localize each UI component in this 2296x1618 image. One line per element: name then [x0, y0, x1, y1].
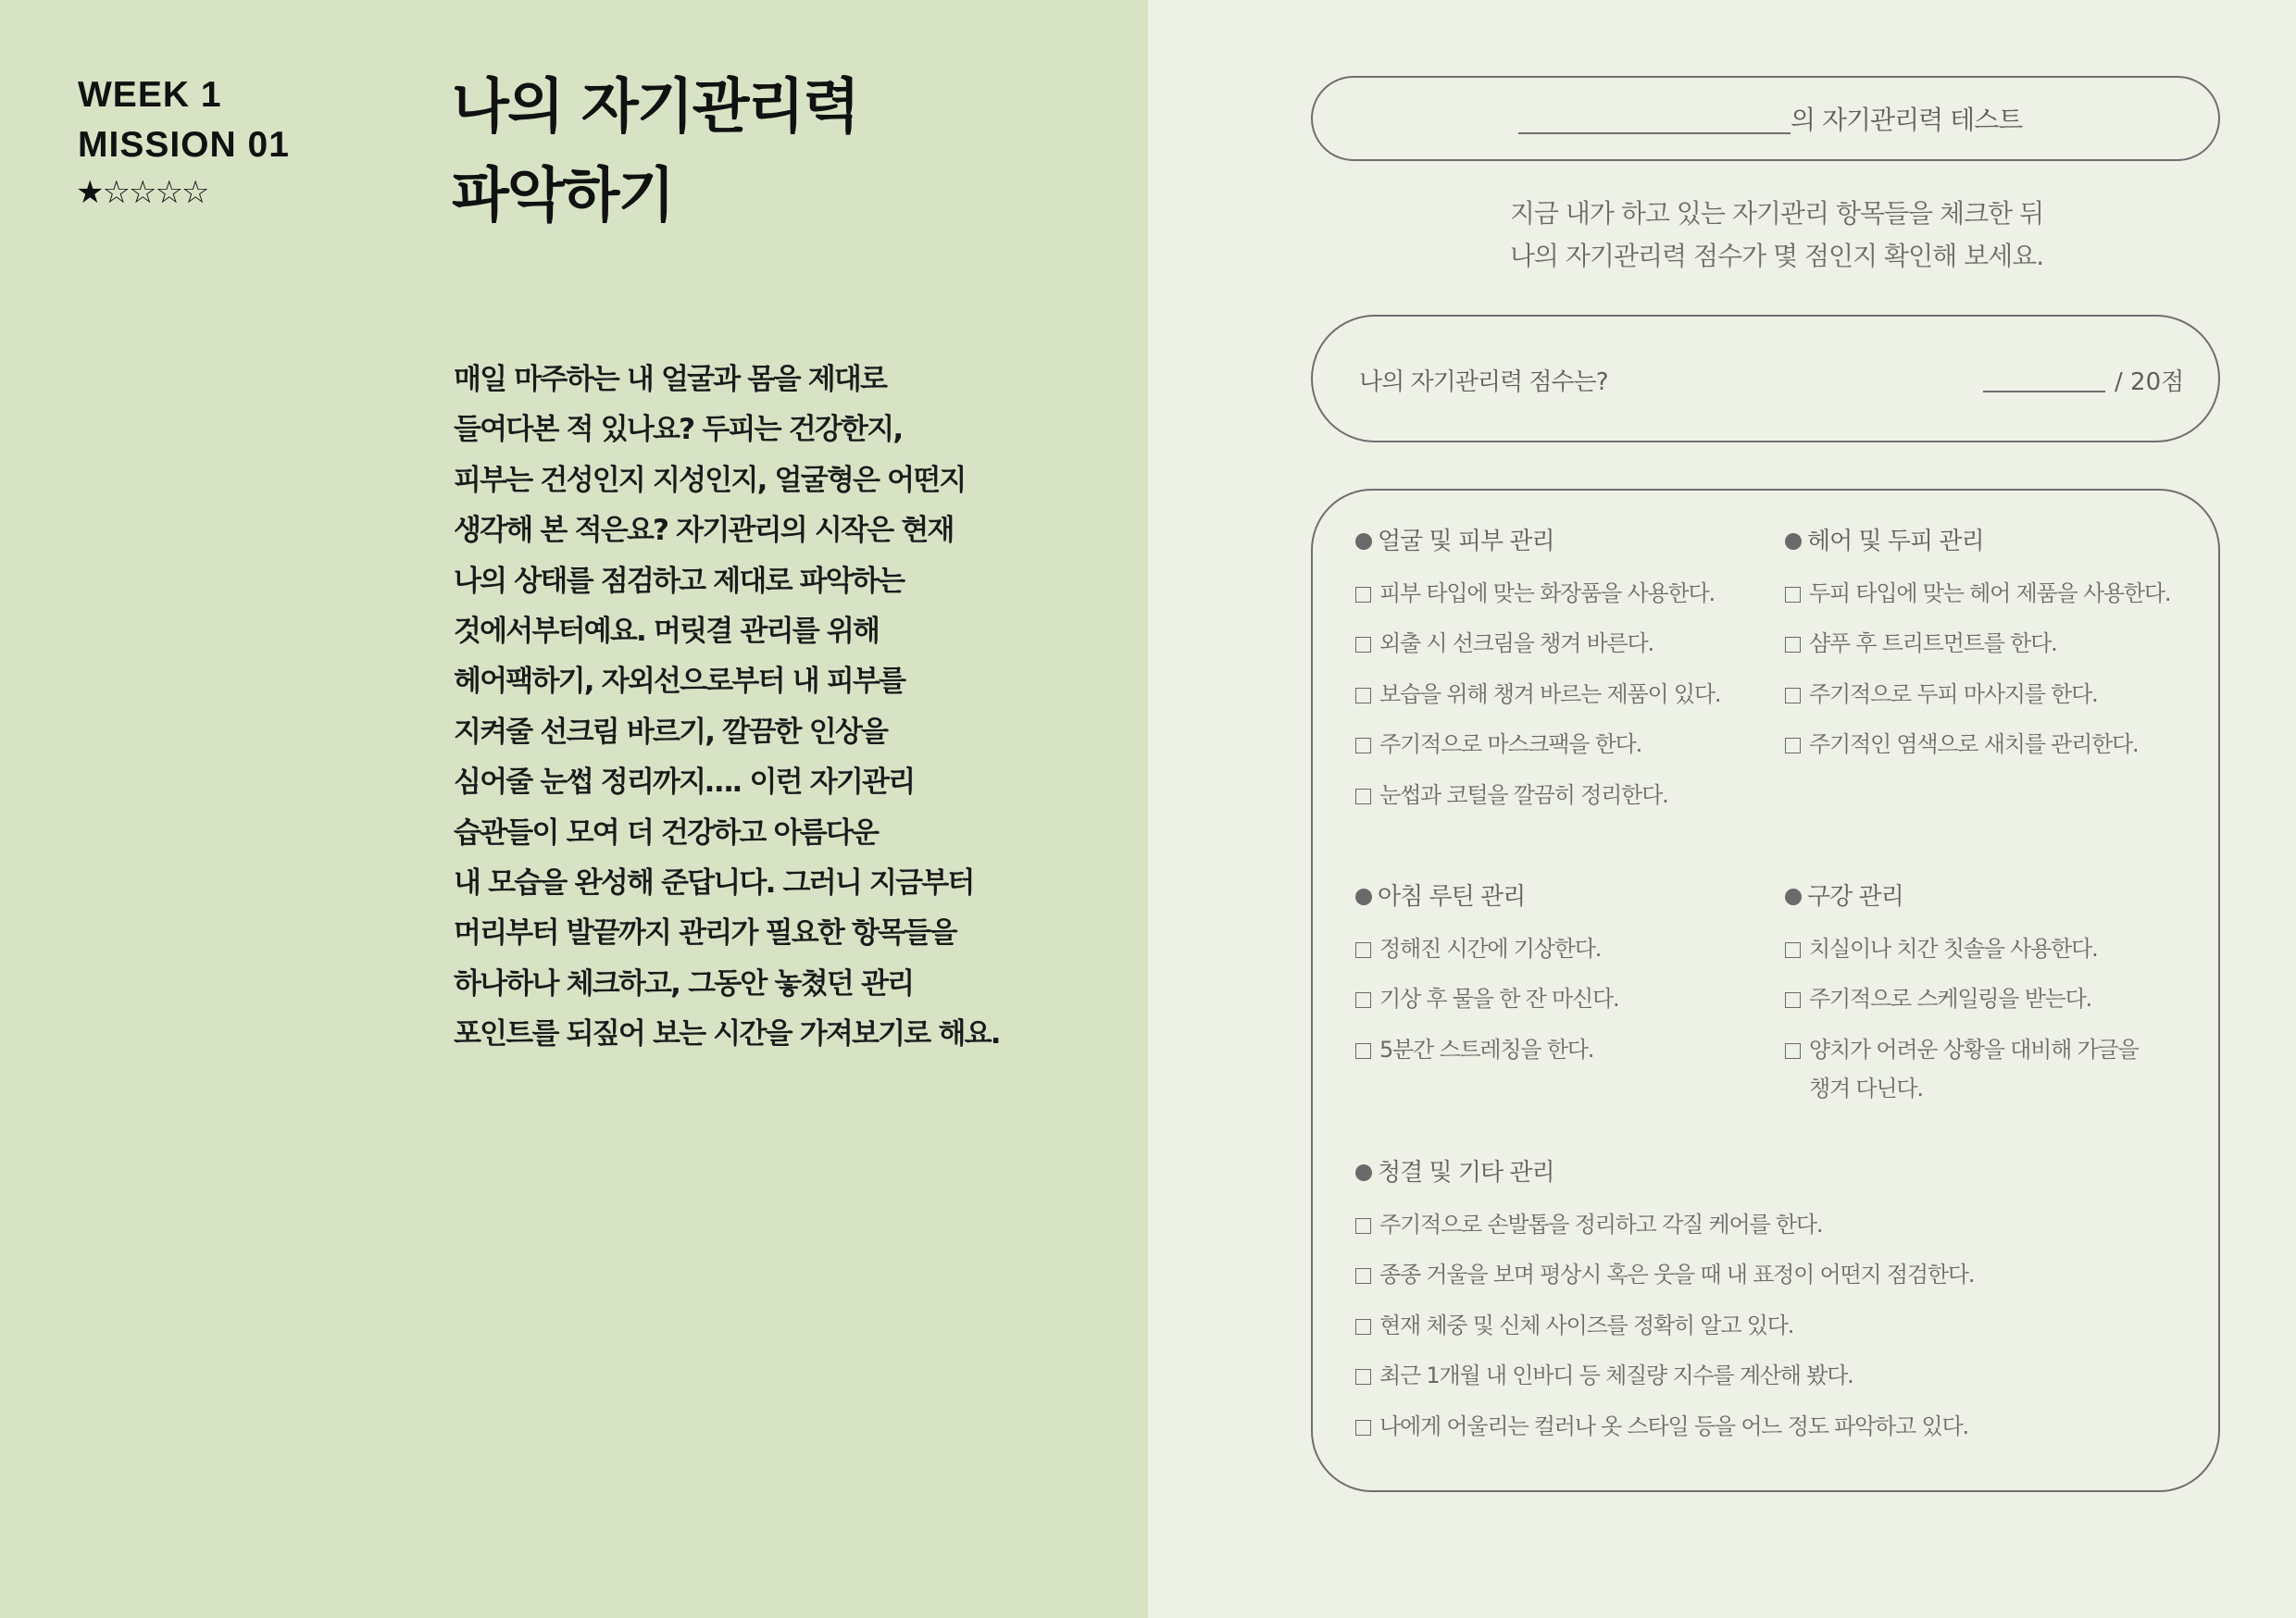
checklist-item[interactable] [1785, 719, 2229, 769]
checklist-item[interactable] [1355, 719, 1800, 769]
score-label: 나의 자기관리력 점수는? [1359, 368, 1608, 396]
title-line-1: 나의 자기관리력 [452, 73, 859, 142]
body-line: 지켜줄 선크림 바르기, 깔끔한 인상을 [454, 715, 888, 749]
test-title: 의 자기관리력 테스트 [1791, 105, 2023, 135]
name-blank-line[interactable] [1518, 132, 1791, 134]
checklist-item-text: 치실이나 치간 칫솔을 사용한다. [1809, 936, 2098, 962]
checklist-item-text: 보습을 위해 챙겨 바르는 제품이 있다. [1379, 680, 1721, 707]
checklist-box [1311, 489, 2220, 1492]
checklist-item[interactable] [1355, 1025, 1800, 1075]
category-face-skin [1355, 515, 1800, 820]
checkbox-icon[interactable] [1785, 942, 1801, 958]
checkbox-icon[interactable] [1355, 1268, 1371, 1284]
body-line: 심어줄 눈썹 정리까지…. 이런 자기관리 [454, 765, 915, 800]
category-hair-scalp [1785, 515, 2229, 770]
checklist-item-text: 주기적으로 손발톱을 정리하고 각질 케어를 한다. [1379, 1212, 1823, 1238]
body-line: 생각해 본 적은요? 자기관리의 시작은 현재 [454, 514, 954, 548]
category-title [1355, 1146, 2189, 1200]
checkbox-icon[interactable] [1355, 789, 1371, 804]
title-line-2: 파악하기 [452, 162, 674, 230]
difficulty-stars: ★☆☆☆☆ [76, 174, 208, 211]
checklist-item-text: 종종 거울을 보며 평상시 혹은 웃을 때 내 표정이 어떤지 점검한다. [1379, 1262, 1975, 1288]
checklist-item-text: 기상 후 물을 한 잔 마신다. [1379, 986, 1619, 1013]
checklist-item[interactable] [1785, 669, 2229, 719]
checkbox-icon[interactable] [1355, 587, 1371, 603]
checklist-item-text: 양치가 어려운 상황을 대비해 가글을 [1809, 1036, 2139, 1063]
category-title [1785, 870, 2229, 924]
bullet-dot-icon [1355, 889, 1372, 905]
body-line: 내 모습을 완성해 준답니다. 그러니 지금부터 [454, 866, 974, 901]
checkbox-icon[interactable] [1355, 637, 1371, 653]
week-mission-label [78, 70, 290, 170]
week-label: WEEK 1 [78, 75, 222, 115]
score-blank-line[interactable] [1983, 391, 2105, 392]
checkbox-icon[interactable] [1355, 1218, 1371, 1234]
body-line: 습관들이 모여 더 건강하고 아름다운 [454, 815, 879, 850]
checklist-item-text: 정해진 시간에 기상한다. [1379, 936, 1602, 962]
checkbox-icon[interactable] [1355, 942, 1371, 958]
body-line: 것에서부터예요. 머릿결 관리를 위해 [454, 615, 880, 649]
checklist-item[interactable] [1355, 1301, 2189, 1350]
intro-line-1: 지금 내가 하고 있는 자기관리 항목들을 체크한 뒤 [1509, 198, 2044, 229]
checklist-item-text: 눈썹과 코털을 깔끔히 정리한다. [1379, 781, 1668, 808]
checklist-item[interactable] [1355, 1200, 2189, 1250]
intro-text [1148, 193, 2296, 278]
bullet-dot-icon [1785, 533, 1802, 550]
mission-label: MISSION 01 [78, 125, 290, 165]
checklist-item[interactable] [1785, 618, 2229, 668]
checkbox-icon[interactable] [1785, 637, 1801, 653]
category-title [1355, 515, 1800, 568]
checklist-item[interactable] [1355, 1250, 2189, 1300]
checklist-item-text: 최근 1개월 내 인바디 등 체질량 지수를 계산해 봤다. [1379, 1363, 1853, 1389]
page-title [452, 63, 858, 241]
checkbox-icon[interactable] [1785, 992, 1801, 1008]
checkbox-icon[interactable] [1355, 688, 1371, 703]
checklist-item[interactable] [1355, 974, 1800, 1024]
category-title [1355, 870, 1800, 924]
body-line: 머리부터 발끝까지 관리가 필요한 항목들을 [454, 916, 956, 951]
checkbox-icon[interactable] [1785, 738, 1801, 753]
body-line: 매일 마주하는 내 얼굴과 몸을 제대로 [454, 363, 887, 396]
test-title-box [1311, 76, 2220, 161]
checkbox-icon[interactable] [1785, 587, 1801, 603]
checklist-item-text: 샴푸 후 트리트먼트를 한다. [1809, 630, 2057, 657]
body-line: 포인트를 되짚어 보는 시간을 가져보기로 해요. [454, 1017, 1000, 1052]
checklist-item-text: 주기적으로 스케일링을 받는다. [1809, 986, 2092, 1013]
checklist-item[interactable] [1355, 1350, 2189, 1400]
checklist-item[interactable] [1355, 669, 1800, 719]
body-paragraph [454, 355, 1046, 1060]
checklist-item[interactable] [1785, 924, 2229, 974]
bullet-dot-icon [1785, 889, 1802, 905]
checkbox-icon[interactable] [1355, 1369, 1371, 1385]
bullet-dot-icon [1355, 533, 1372, 550]
checklist-item-text: 주기적으로 두피 마사지를 한다. [1809, 680, 2098, 707]
category-title [1785, 515, 2229, 568]
category-morning-routine [1355, 870, 1800, 1075]
checkbox-icon[interactable] [1355, 1420, 1371, 1436]
checklist-item[interactable] [1355, 568, 1800, 618]
checkbox-icon[interactable] [1355, 1043, 1371, 1059]
body-line: 헤어팩하기, 자외선으로부터 내 피부를 [454, 665, 905, 699]
checklist-item[interactable] [1355, 770, 1800, 820]
checkbox-icon[interactable] [1355, 738, 1371, 753]
checklist-item-text-continued: 챙겨 다닌다. [1809, 1076, 1923, 1102]
checkbox-icon[interactable] [1355, 992, 1371, 1008]
checkbox-icon[interactable] [1785, 688, 1801, 703]
checkbox-icon[interactable] [1355, 1319, 1371, 1335]
category-title-text: 헤어 및 두피 관리 [1807, 528, 1984, 555]
category-hygiene-other [1355, 1146, 2189, 1451]
checklist-item[interactable] [1785, 568, 2229, 618]
score-box [1311, 315, 2220, 442]
bullet-dot-icon [1355, 1164, 1372, 1181]
intro-line-2: 나의 자기관리력 점수가 몇 점인지 확인해 보세요. [1509, 241, 2044, 271]
checklist-item-text: 5분간 스트레칭을 한다. [1379, 1036, 1594, 1063]
checklist-item-text: 현재 체중 및 신체 사이즈를 정확히 알고 있다. [1379, 1312, 1794, 1338]
category-title-text: 얼굴 및 피부 관리 [1378, 528, 1554, 555]
body-line: 들여다본 적 있나요? 두피는 건강한지, [454, 413, 903, 447]
checklist-item-text: 주기적인 염색으로 새치를 관리한다. [1809, 731, 2139, 758]
checklist-item-text: 주기적으로 마스크팩을 한다. [1379, 731, 1642, 758]
score-suffix: / 20점 [2115, 368, 2185, 396]
checklist-item-text: 피부 타입에 맞는 화장품을 사용한다. [1379, 580, 1715, 606]
body-line: 나의 상태를 점검하고 제대로 파악하는 [454, 564, 905, 598]
checklist-item[interactable] [1785, 974, 2229, 1024]
checklist-item-text: 두피 타입에 맞는 헤어 제품을 사용한다. [1809, 580, 2171, 606]
category-title-text: 아침 루틴 관리 [1378, 883, 1526, 911]
body-line: 하나하나 체크하고, 그동안 놓쳤던 관리 [454, 966, 914, 1001]
checklist-item-text: 나에게 어울리는 컬러나 옷 스타일 등을 어느 정도 파악하고 있다. [1379, 1413, 1968, 1439]
checklist-item[interactable] [1355, 618, 1800, 668]
category-title-text: 구강 관리 [1807, 883, 1903, 911]
checklist-item[interactable] [1355, 924, 1800, 974]
checklist-item[interactable] [1355, 1401, 2189, 1451]
checkbox-icon[interactable] [1785, 1043, 1801, 1059]
body-line: 피부는 건성인지 지성인지, 얼굴형은 어떤지 [454, 463, 966, 497]
checklist-item-text: 외출 시 선크림을 챙겨 바른다. [1379, 630, 1653, 657]
category-title-text: 청결 및 기타 관리 [1378, 1159, 1554, 1187]
category-oral-care [1785, 870, 2229, 1110]
checklist-item[interactable] [1785, 1025, 2229, 1110]
